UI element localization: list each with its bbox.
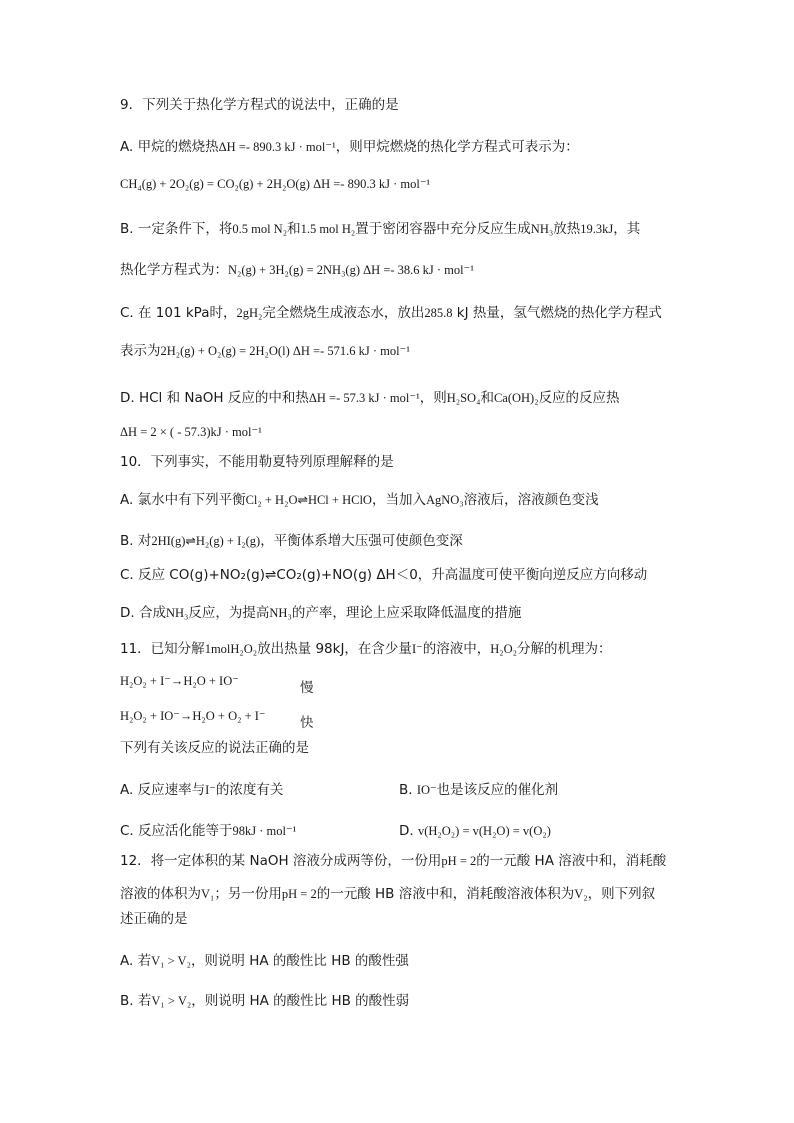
q9-option-d-line1: D. HCl 和 NaOH 反应的中和热ΔH =- 57.3 kJ · mol⁻¹，则H₂SO₄和Ca(OH)₂反应的反应热 [120, 390, 620, 406]
q12-option-b: B. 若V₁ > V₂，则说明 HA 的酸性比 HB 的酸性弱 [120, 993, 410, 1009]
q9-option-c-line1: C. 在 101 kPa时，2gH₂完全燃烧生成液态水，放出285.8 kJ 热量，氢气燃烧的热化学方程式 [120, 305, 662, 321]
q11-equation-2-tag: 快 [300, 715, 314, 731]
q10-option-c: C. 反应 CO(g)+NO₂(g)⇌CO₂(g)+NO(g) ΔH＜0，升高温度可使平衡向逆反应方向移动 [120, 567, 648, 583]
q11-equation-1: H₂O₂ + I⁻→H₂O + IO⁻ [120, 674, 239, 688]
q11-ask: 下列有关该反应的说法正确的是 [120, 740, 309, 756]
q10-stem: 10．下列事实，不能用勒夏特列原理解释的是 [120, 454, 394, 470]
q12-stem-line2: 溶液的体积为V₁；另一份用pH = 2的一元酸 HB 溶液中和，消耗酸溶液体积为V₂，则下列叙 [120, 886, 656, 902]
q10-option-a: A. 氯水中有下列平衡Cl₂ + H₂O⇌HCl + HClO，当加入AgNO₃溶液后，溶液颜色变浅 [120, 492, 599, 508]
q11-option-c: C. 反应活化能等于98kJ · mol⁻¹ [120, 823, 297, 839]
q9-option-a-line1: A. 甲烷的燃烧热ΔH =- 890.3 kJ · mol⁻¹，则甲烷燃烧的热化学方程式可表示为： [120, 139, 579, 155]
q10-option-b: B. 对2HI(g)⇌H₂(g) + I₂(g)，平衡体系增大压强可使颜色变深 [120, 533, 463, 549]
q11-option-b: B. IO⁻也是该反应的催化剂 [399, 782, 559, 798]
q9-option-c-line2: 表示为2H₂(g) + O₂(g) = 2H₂O(l) ΔH =- 571.6 kJ · mol⁻¹ [120, 343, 410, 359]
q9-option-a-line2: CH₄(g) + 2O₂(g) = CO₂(g) + 2H₂O(g) ΔH =- 890.3 kJ · mol⁻¹ [120, 177, 431, 191]
q12-option-a: A. 若V₁ > V₂，则说明 HA 的酸性比 HB 的酸性强 [120, 953, 409, 969]
q11-equation-2: H₂O₂ + IO⁻→H₂O + O₂ + I⁻ [120, 709, 266, 723]
q11-stem: 11．已知分解1molH₂O₂放出热量 98kJ，在含少量I⁻的溶液中，H₂O₂分解的机理为： [120, 641, 612, 657]
q9-option-b-line2: 热化学方程式为：N₂(g) + 3H₂(g) = 2NH₃(g) ΔH =- 38.6 kJ · mol⁻¹ [120, 262, 474, 278]
q10-option-d: D. 合成NH₃反应，为提高NH₃的产率，理论上应采取降低温度的措施 [120, 605, 522, 621]
q9-option-d-line2: ΔH = 2 × ( - 57.3)kJ · mol⁻¹ [120, 425, 262, 439]
q11-equation-1-tag: 慢 [300, 680, 314, 696]
q12-stem-line3: 述正确的是 [120, 911, 188, 927]
q11-option-a: A. 反应速率与I⁻的浓度有关 [120, 782, 284, 798]
q9-option-b-line1: B. 一定条件下，将0.5 mol N₂和1.5 mol H₂置于密闭容器中充分反应生成NH₃放热19.3kJ，其 [120, 221, 641, 237]
q11-option-d: D. v(H₂O₂) = v(H₂O) = v(O₂) [399, 823, 551, 839]
q12-stem-line1: 12．将一定体积的某 NaOH 溶液分成两等份，一份用pH = 2的一元酸 HA 溶液中和，消耗酸 [120, 853, 667, 869]
q9-stem: 9．下列关于热化学方程式的说法中，正确的是 [120, 97, 399, 113]
